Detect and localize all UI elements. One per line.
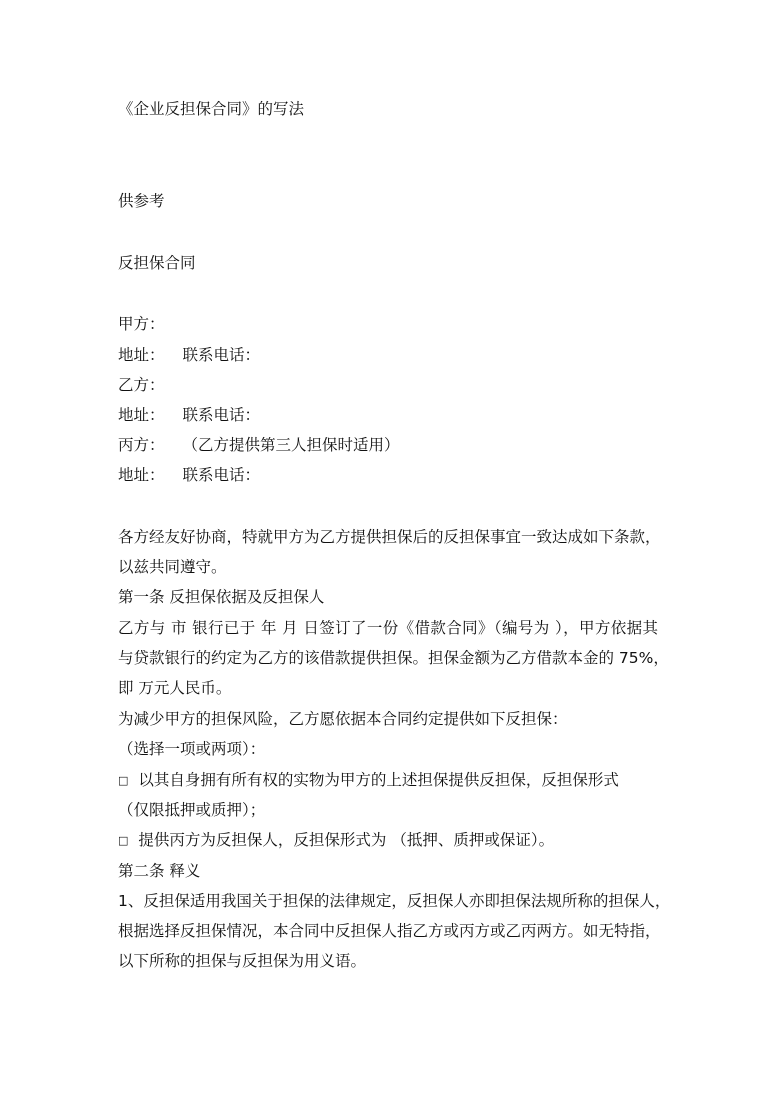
definition-1-line-2: 根据选择反担保情况，本合同中反担保人指乙方或丙方或乙丙两方。如无特指， (118, 922, 661, 940)
article-1-para-line-3: 即 万元人民币。 (118, 679, 232, 697)
party-c-note: （乙方提供第三人担保时适用） (182, 436, 400, 454)
party-b-phone-label: 联系电话： (182, 406, 261, 424)
option-1-line-1 (118, 770, 619, 791)
checkbox-icon[interactable]: □ (118, 774, 129, 787)
party-c-address-label: 地址： (118, 466, 165, 484)
article-1-para-line-1: 乙方与 市 银行已于 年 月 日签订了一份《借款合同》（编号为 ），甲方依据其 (118, 619, 658, 637)
party-a-label: 甲方： (118, 315, 165, 333)
document-title: 《企业反担保合同》的写法 (118, 100, 305, 118)
option-2-line (118, 830, 554, 851)
preamble-line-2: 以兹共同遵守。 (118, 558, 227, 576)
preamble-line-1: 各方经友好协商，特就甲方为乙方提供担保后的反担保事宜一致达成如下条款， (118, 528, 661, 546)
article-1-para-line-2: 与贷款银行的约定为乙方的该借款提供担保。担保金额为乙方借款本金的 75%， (118, 649, 669, 667)
party-a-phone-label: 联系电话： (182, 346, 261, 364)
checkbox-icon[interactable]: □ (118, 834, 129, 847)
article-1-heading: 第一条 反担保依据及反担保人 (118, 588, 325, 606)
option-1-text: 以其自身拥有所有权的实物为甲方的上述担保提供反担保，反担保形式 (138, 771, 619, 789)
party-a-address-label: 地址： (118, 346, 165, 364)
party-c-phone-label: 联系电话： (182, 466, 261, 484)
party-c-contact-row (118, 465, 260, 485)
party-b-address-label: 地址： (118, 406, 165, 424)
reference-note: 供参考 (118, 192, 165, 210)
counter-guarantee-intro: 为减少甲方的担保风险，乙方愿依据本合同约定提供如下反担保： (118, 710, 568, 728)
option-1-line-2: （仅限抵押或质押）； (118, 801, 266, 819)
party-c-row (118, 435, 400, 455)
selection-instruction: （选择一项或两项）： (118, 740, 266, 758)
option-2-text: 提供丙方为反担保人，反担保形式为 （抵押、质押或保证）。 (138, 831, 555, 849)
article-2-heading: 第二条 释义 (118, 862, 201, 880)
definition-1-line-1: 1、反担保适用我国关于担保的法律规定，反担保人亦即担保法规所称的担保人， (118, 892, 671, 910)
party-b-contact-row (118, 405, 260, 425)
party-a-contact-row (118, 345, 260, 365)
party-c-label: 丙方： (118, 436, 165, 454)
definition-1-line-3: 以下所称的担保与反担保为用义语。 (118, 952, 367, 970)
party-b-label: 乙方： (118, 376, 165, 394)
contract-title: 反担保合同 (118, 254, 196, 272)
